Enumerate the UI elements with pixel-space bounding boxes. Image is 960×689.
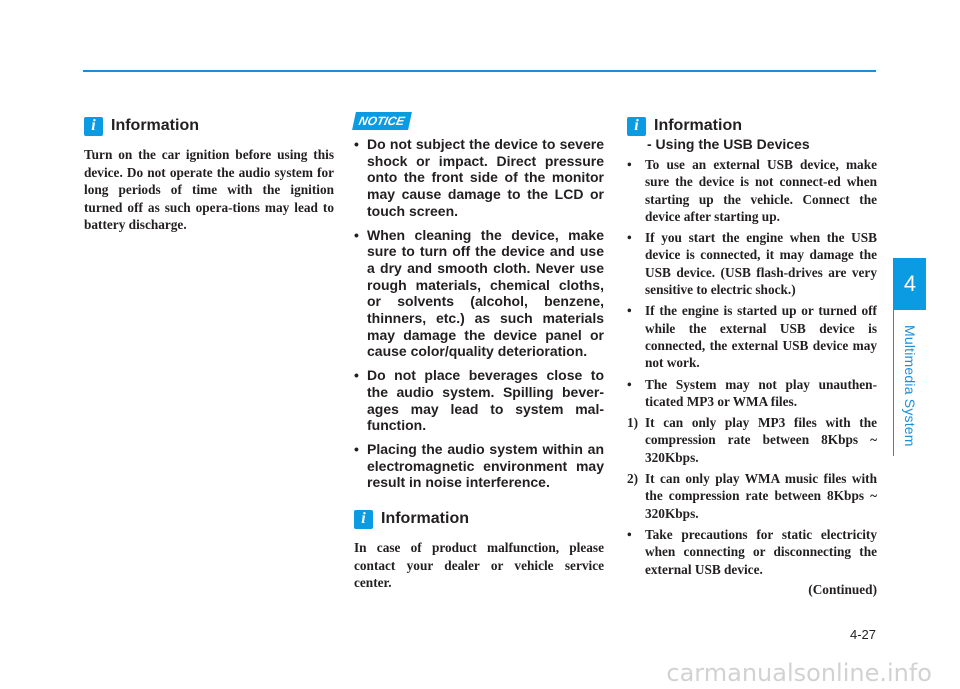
page-number: 4-27 [849, 627, 876, 642]
list-item-text: It can only play WMA music files with the compression rate between 8Kbps ~ 320Kbps. [645, 471, 877, 521]
list-marker: • [627, 230, 632, 246]
chapter-number: 4 [894, 258, 926, 310]
list-marker: • [627, 303, 632, 319]
information-subtitle: - Using the USB Devices [647, 136, 810, 152]
continued-label: (Continued) [808, 581, 877, 597]
chapter-title: Multimedia System [902, 324, 918, 447]
header-rule [83, 70, 876, 72]
information-title: Information [381, 510, 469, 528]
information-text: In case of product malfunction, please contact your dealer or vehicle service center. [354, 540, 604, 591]
list-item-text: Take precautions for static electricity when connecting or disconnecting the external USB device. [645, 526, 877, 577]
list-marker: 2) [627, 471, 639, 487]
chapter-title-wrap [896, 318, 924, 453]
list-marker: 1) [627, 415, 639, 431]
watermark: carmanualsonline.info [666, 659, 932, 687]
notice-item: • Do not subject the device to severe shock or impact. Direct pressure onto the front side of the monitor may cause damage to the LCD or touch screen. [354, 136, 604, 220]
information-title: Information [111, 117, 199, 134]
list-item [627, 470, 877, 522]
notice-item: • When cleaning the device, make sure to turn off the device and use a dry and smooth cloth. Never use rough materials, chemical cloths, or solvents (alcohol, benzene, thinners, etc.) as such materials may damage the device panel or cause color/quality deterioration. [354, 227, 604, 361]
notice-badge: NOTICE [352, 112, 412, 130]
information-heading [354, 505, 604, 533]
list-item-text: To use an external USB device, make sure the device is not connect-ed when starting up the vehicle. Connect the device after starting up. [645, 157, 877, 224]
list-item-text: It can only play MP3 files with the compression rate between 8Kbps ~ 320Kbps. [645, 415, 877, 465]
list-marker: • [627, 526, 632, 542]
notice-list [354, 136, 604, 491]
column-middle [354, 112, 604, 592]
usb-info-list [627, 156, 877, 578]
information-title: Information [654, 117, 742, 134]
information-text: Turn on the car ignition before using this device. Do not operate the audio system for long periods of time with the ignition turned off as such opera-tions may lead to battery discharge. [84, 147, 334, 233]
list-item [627, 526, 877, 578]
list-item [627, 156, 877, 225]
list-item-text: The System may not play unauthen-ticated MP3 or WMA files. [645, 376, 877, 409]
chapter-tab [893, 258, 925, 456]
info-icon: i [84, 117, 103, 136]
list-item [627, 376, 877, 411]
list-marker: • [627, 157, 632, 172]
column-right [627, 112, 877, 598]
list-item [627, 414, 877, 466]
notice-item: • Placing the audio system within an electromagnetic environment may result in noise interference. [354, 441, 604, 491]
list-item-text: If you start the engine when the USB device is connected, it may damage the USB device. (USB flash-drives are very sensitive to electric shock.) [645, 230, 877, 298]
list-item [627, 229, 877, 298]
info-icon: i [354, 510, 373, 529]
list-item-text: If the engine is started up or turned off while the external USB device is connected, the external USB device may not work. [645, 303, 877, 371]
column-left [84, 112, 334, 234]
notice-item: • Do not place beverages close to the audio system. Spilling bever-ages may lead to system mal-function. [354, 367, 604, 434]
list-item [627, 302, 877, 371]
list-marker: • [627, 376, 632, 392]
information-heading [84, 112, 334, 140]
info-icon: i [627, 117, 646, 136]
